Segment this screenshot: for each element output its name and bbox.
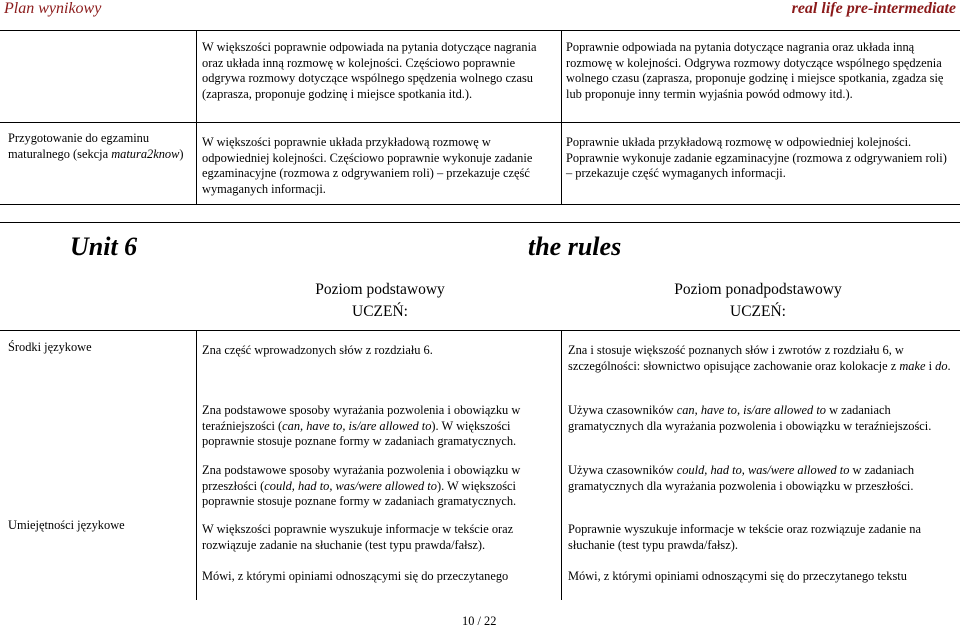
gp-adv-italic: can, have to, is/are allowed to bbox=[676, 403, 826, 417]
gp-basic-italic: can, have to, is/are allowed to bbox=[282, 418, 432, 433]
grammar-past-advanced bbox=[568, 463, 954, 494]
lower-col-line-2 bbox=[561, 330, 562, 600]
gpast-basic-italic: could, had to, was/were allowed to bbox=[264, 478, 437, 493]
speaking-advanced: Mówi, z którymi opiniami odnoszącymi się do przeczytanego tekstu bbox=[568, 569, 907, 583]
gp-basic-b: ). W większości poprawnie stosuje poznane formy w zadaniach gramatycznych. bbox=[202, 418, 517, 449]
grammar-past-basic bbox=[202, 463, 557, 510]
matura-label-prefix: Przygotowanie do egzaminu maturalnego (sekcja bbox=[8, 131, 150, 161]
vocab-adv-text-a: Zna i stosuje większość poznanych słów i zwrotów z rozdziału 6, w szczególności: słownictwo opisujące zachowanie oraz kolokacje z bbox=[568, 343, 904, 373]
top-rule bbox=[0, 30, 960, 31]
reading-listening-advanced: Poprawnie wyszukuje informacje w tekście oraz rozwiązuje zadanie na słuchanie (test typu prawda/fałsz). bbox=[568, 522, 921, 552]
level-advanced-title: Poziom ponadpodstawowy bbox=[674, 281, 842, 298]
level-advanced-sub: UCZEŃ: bbox=[730, 303, 786, 320]
top-table-divider bbox=[0, 122, 960, 123]
top-row2-basic: W większości poprawnie układa przykładową rozmowę w odpowiedniej kolejności. Częściowo poprawnie wykonuje zadanie egzaminacyjne (rozmowa z odgrywaniem roli) – przekazuje część wymaganych informacji. bbox=[202, 135, 533, 196]
vocab-basic: Zna część wprowadzonych słów z rozdziału 6. bbox=[202, 343, 433, 357]
vocab-adv-make: make bbox=[899, 358, 926, 373]
vocab-advanced bbox=[568, 343, 954, 374]
level-basic-sub: UCZEŃ: bbox=[352, 303, 408, 320]
grammar-present-advanced bbox=[568, 403, 954, 434]
vocab-adv-text-c: . bbox=[947, 358, 951, 373]
umiejetnosci-jezykowe-label: Umiejętności językowe bbox=[8, 518, 125, 532]
top-table-bottom-rule bbox=[0, 204, 960, 205]
level-basic-title: Poziom podstawowy bbox=[315, 281, 445, 298]
lower-table-top-rule bbox=[0, 330, 960, 331]
matura-label-suffix: ) bbox=[179, 146, 184, 161]
speaking-basic: Mówi, z którymi opiniami odnoszącymi się do przeczytanego bbox=[202, 569, 509, 583]
unit-top-rule bbox=[0, 222, 960, 223]
grammar-present-basic bbox=[202, 403, 557, 450]
top-col-line-2 bbox=[561, 30, 562, 204]
gp-basic-a: Zna podstawowe sposoby wyrażania pozwolenia i obowiązku w teraźniejszości ( bbox=[202, 403, 521, 433]
gpast-adv-italic: could, had to, was/were allowed to bbox=[676, 463, 850, 477]
level-advanced-header bbox=[648, 279, 868, 323]
gpast-adv-b: w zadaniach gramatycznych dla wyrażania pozwolenia i obowiązku w przeszłości. bbox=[568, 463, 915, 493]
top-col-line-1 bbox=[196, 30, 197, 204]
gpast-basic-a: Zna podstawowe sposoby wyrażania pozwolenia i obowiązku w przeszłości ( bbox=[202, 463, 521, 493]
vocab-adv-text-b: i bbox=[925, 358, 936, 373]
gp-adv-a: Używa czasowników bbox=[568, 403, 677, 417]
header-left-title: Plan wynikowy bbox=[4, 0, 102, 17]
unit-number: Unit 6 bbox=[70, 232, 138, 261]
gpast-basic-b: ). W większości poprawnie stosuje poznane formy w zadaniach gramatycznych. bbox=[202, 478, 517, 509]
page-number: 10 / 22 bbox=[462, 614, 497, 628]
vocab-adv-do: do bbox=[935, 358, 948, 373]
top-row2-advanced: Poprawnie układa przykładową rozmowę w odpowiedniej kolejności. Poprawnie wykonuje zadanie egzaminacyjne (rozmowa z odgrywaniem roli) – przekazuje część wymaganych informacji. bbox=[566, 135, 947, 181]
lower-col-line-1 bbox=[196, 330, 197, 600]
top-row1-advanced: Poprawnie odpowiada na pytania dotyczące nagrania oraz układa inną rozmowę w kolejności. Odgrywa rozmowy dotyczące wspólnego spędzenia wolnego czasu (zaprasza, proponuje godzinę i miejsce spotkania, zgadza się lub proponuje inny termin wyjaśnia powód odmowy itd.). bbox=[566, 40, 944, 101]
srodki-jezykowe-label: Środki językowe bbox=[8, 340, 92, 354]
level-basic-header bbox=[300, 279, 460, 323]
matura-label-italic: matura2know bbox=[111, 146, 180, 161]
top-row1-basic: W większości poprawnie odpowiada na pytania dotyczące nagrania oraz układa inną rozmowę w kolejności. Częściowo poprawnie odgrywa rozmowy dotyczące wspólnego spędzenia wolnego czasu (zaprasza, proponuje godzinę i miejsce spotkania itd.). bbox=[202, 40, 537, 101]
matura-section-label bbox=[8, 131, 194, 162]
gp-adv-b: w zadaniach gramatycznych dla wyrażania pozwolenia i obowiązku w teraźniejszości. bbox=[568, 403, 932, 433]
reading-listening-basic: W większości poprawnie wyszukuje informacje w tekście oraz rozwiązuje zadanie na słuchanie (test typu prawda/fałsz). bbox=[202, 522, 514, 552]
header-right-title: real life pre-intermediate bbox=[791, 0, 956, 17]
gpast-adv-a: Używa czasowników bbox=[568, 463, 677, 477]
unit-title: the rules bbox=[528, 232, 622, 261]
